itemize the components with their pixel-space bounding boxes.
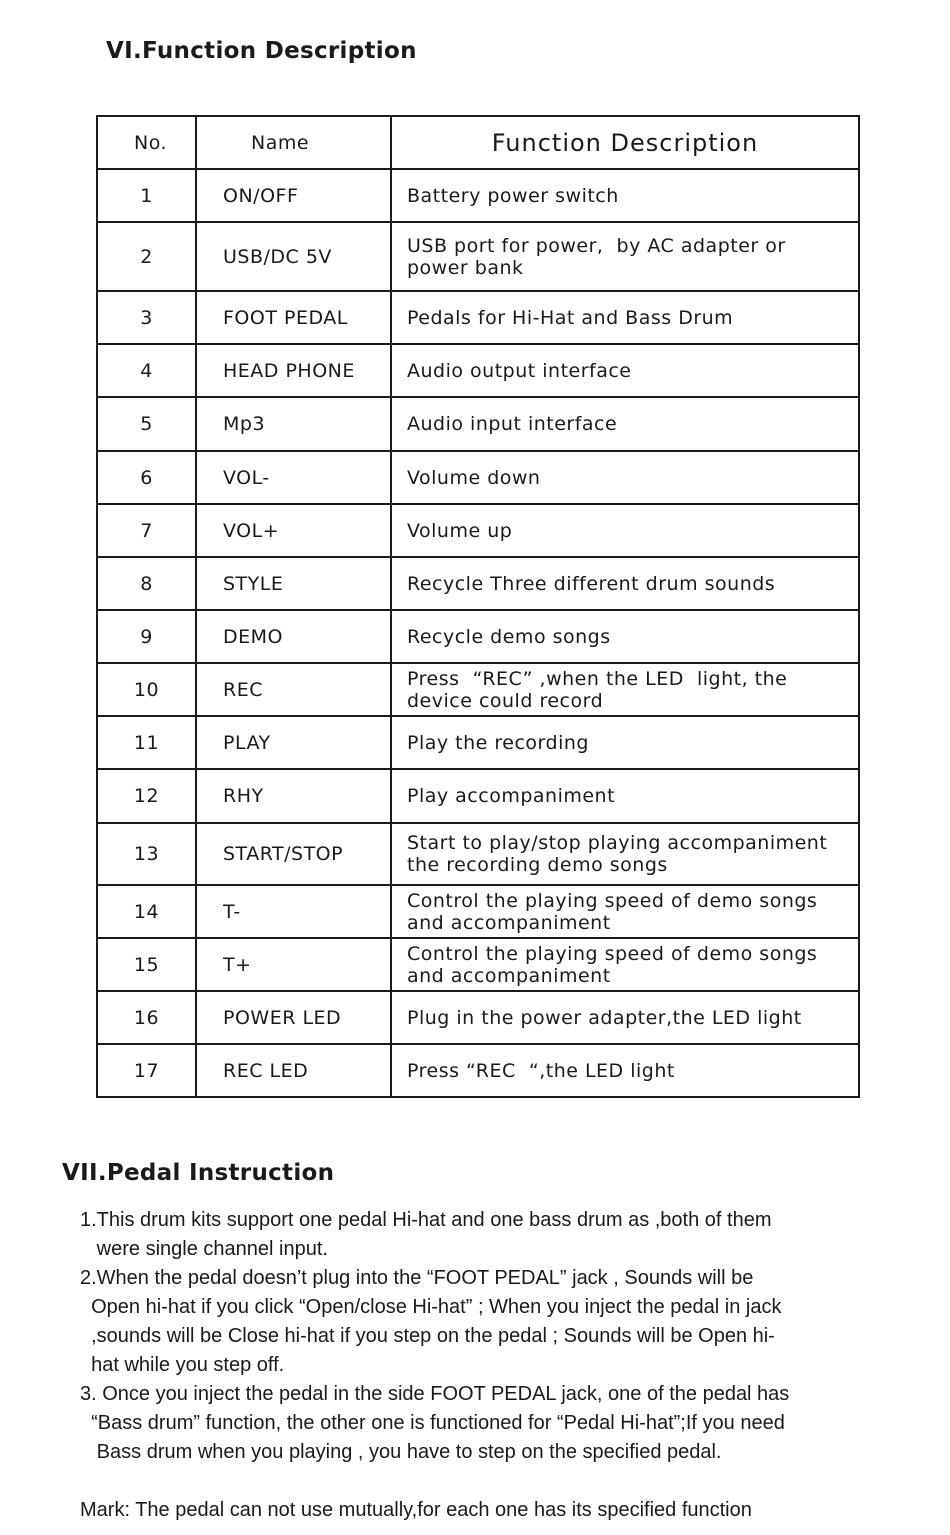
row-number: 7 (97, 504, 196, 557)
description-line: Recycle demo songs (407, 625, 611, 648)
description-line: Start to play/stop playing accompaniment (407, 832, 828, 854)
table-row (97, 885, 859, 938)
instruction-line: “Bass drum” function, the other one is functioned for “Pedal Hi-hat”;If you need (80, 1412, 785, 1434)
table-row (97, 663, 859, 716)
function-table (96, 115, 860, 1098)
instruction-line: Bass drum when you playing , you have to step on the specified pedal. (80, 1441, 722, 1463)
row-name: RHY (196, 769, 391, 823)
row-description (391, 716, 859, 769)
row-number: 10 (97, 663, 196, 716)
row-name: PLAY (196, 716, 391, 769)
table-row (97, 344, 859, 397)
mark-note (80, 1496, 870, 1525)
table-row (97, 291, 859, 344)
description-line: Audio input interface (407, 413, 618, 435)
header-function-description: Function Description (391, 116, 859, 169)
row-name: T+ (196, 938, 391, 991)
section-title-function-description: VI.Function Description (106, 38, 417, 64)
description-line: Plug in the power adapter,the LED light (407, 1006, 802, 1029)
row-number: 8 (97, 557, 196, 610)
row-description (391, 557, 859, 610)
table-body (97, 169, 859, 1097)
row-description (391, 169, 859, 222)
row-description (391, 222, 859, 291)
row-number: 9 (97, 610, 196, 663)
row-description (391, 1044, 859, 1097)
row-number: 1 (97, 169, 196, 222)
instruction-item-2 (80, 1264, 870, 1380)
row-number: 16 (97, 991, 196, 1044)
description-line: Volume up (407, 519, 513, 542)
row-description (391, 504, 859, 557)
table-row (97, 823, 859, 885)
table-row (97, 397, 859, 451)
description-line: Control the playing speed of demo songs (407, 889, 818, 912)
row-number: 5 (97, 397, 196, 451)
description-line: Audio output interface (407, 359, 632, 382)
row-description (391, 823, 859, 885)
row-name: Mp3 (196, 397, 391, 451)
row-number: 17 (97, 1044, 196, 1097)
instruction-item-3 (80, 1380, 870, 1467)
row-name: T- (196, 885, 391, 938)
row-number: 3 (97, 291, 196, 344)
table-row (97, 610, 859, 663)
description-line: Volume down (407, 466, 541, 489)
header-name: Name (196, 116, 391, 169)
description-line: Press “REC” ,when the LED light, the (407, 667, 788, 690)
row-name: VOL- (196, 451, 391, 504)
table-row (97, 222, 859, 291)
table-row (97, 991, 859, 1044)
row-description (391, 397, 859, 451)
description-line: Recycle Three different drum sounds (407, 572, 776, 595)
row-description (391, 610, 859, 663)
row-number: 12 (97, 769, 196, 823)
row-description (391, 885, 859, 938)
row-description (391, 769, 859, 823)
header-no: No. (97, 116, 196, 169)
table-row (97, 504, 859, 557)
row-number: 2 (97, 222, 196, 291)
table-row (97, 716, 859, 769)
row-name: VOL+ (196, 504, 391, 557)
description-line: Play the recording (407, 731, 589, 754)
row-description (391, 938, 859, 991)
row-description (391, 344, 859, 397)
instruction-line: 2.When the pedal doesn’t plug into the “FOOT PEDAL” jack , Sounds will be (80, 1267, 754, 1289)
row-number: 6 (97, 451, 196, 504)
row-description (391, 291, 859, 344)
instruction-item-1 (80, 1206, 870, 1264)
description-line: Play accompaniment (407, 785, 616, 807)
row-description (391, 451, 859, 504)
instruction-line: were single channel input. (80, 1238, 328, 1260)
table-row (97, 1044, 859, 1097)
table-header-row (97, 116, 859, 169)
instruction-line: ,sounds will be Close hi-hat if you step on the pedal ; Sounds will be Open hi- (80, 1325, 775, 1347)
description-line: Press “REC “,the LED light (407, 1059, 675, 1082)
description-line: and accompaniment (407, 964, 611, 987)
row-name: STYLE (196, 557, 391, 610)
description-line: the recording demo songs (407, 854, 668, 876)
description-line: Control the playing speed of demo songs (407, 942, 818, 965)
description-line: device could record (407, 689, 604, 712)
table-row (97, 451, 859, 504)
mark-text: Mark: The pedal can not use mutually,for each one has its specified function (80, 1499, 752, 1521)
row-name: POWER LED (196, 991, 391, 1044)
row-description (391, 991, 859, 1044)
row-description (391, 663, 859, 716)
table-row (97, 938, 859, 991)
row-number: 14 (97, 885, 196, 938)
row-number: 13 (97, 823, 196, 885)
description-line: USB port for power, by AC adapter or (407, 234, 786, 257)
row-name: ON/OFF (196, 169, 391, 222)
instruction-line: 3. Once you inject the pedal in the side FOOT PEDAL jack, one of the pedal has (80, 1383, 790, 1405)
instruction-line: hat while you step off. (80, 1354, 285, 1376)
description-line: Pedals for Hi-Hat and Bass Drum (407, 306, 734, 329)
row-number: 4 (97, 344, 196, 397)
row-name: HEAD PHONE (196, 344, 391, 397)
row-number: 11 (97, 716, 196, 769)
table-row (97, 769, 859, 823)
description-line: power bank (407, 256, 524, 279)
table-row (97, 557, 859, 610)
table-row (97, 169, 859, 222)
row-name: REC LED (196, 1044, 391, 1097)
instruction-line: Open hi-hat if you click “Open/close Hi-hat” ; When you inject the pedal in jack (80, 1296, 782, 1318)
section-title-pedal-instruction: VII.Pedal Instruction (62, 1160, 335, 1186)
description-line: Battery power switch (407, 184, 619, 207)
instruction-line: 1.This drum kits support one pedal Hi-hat and one bass drum as ,both of them (80, 1209, 772, 1231)
row-name: USB/DC 5V (196, 222, 391, 291)
row-number: 15 (97, 938, 196, 991)
row-name: FOOT PEDAL (196, 291, 391, 344)
row-name: START/STOP (196, 823, 391, 885)
description-line: and accompaniment (407, 911, 611, 934)
row-name: REC (196, 663, 391, 716)
row-name: DEMO (196, 610, 391, 663)
